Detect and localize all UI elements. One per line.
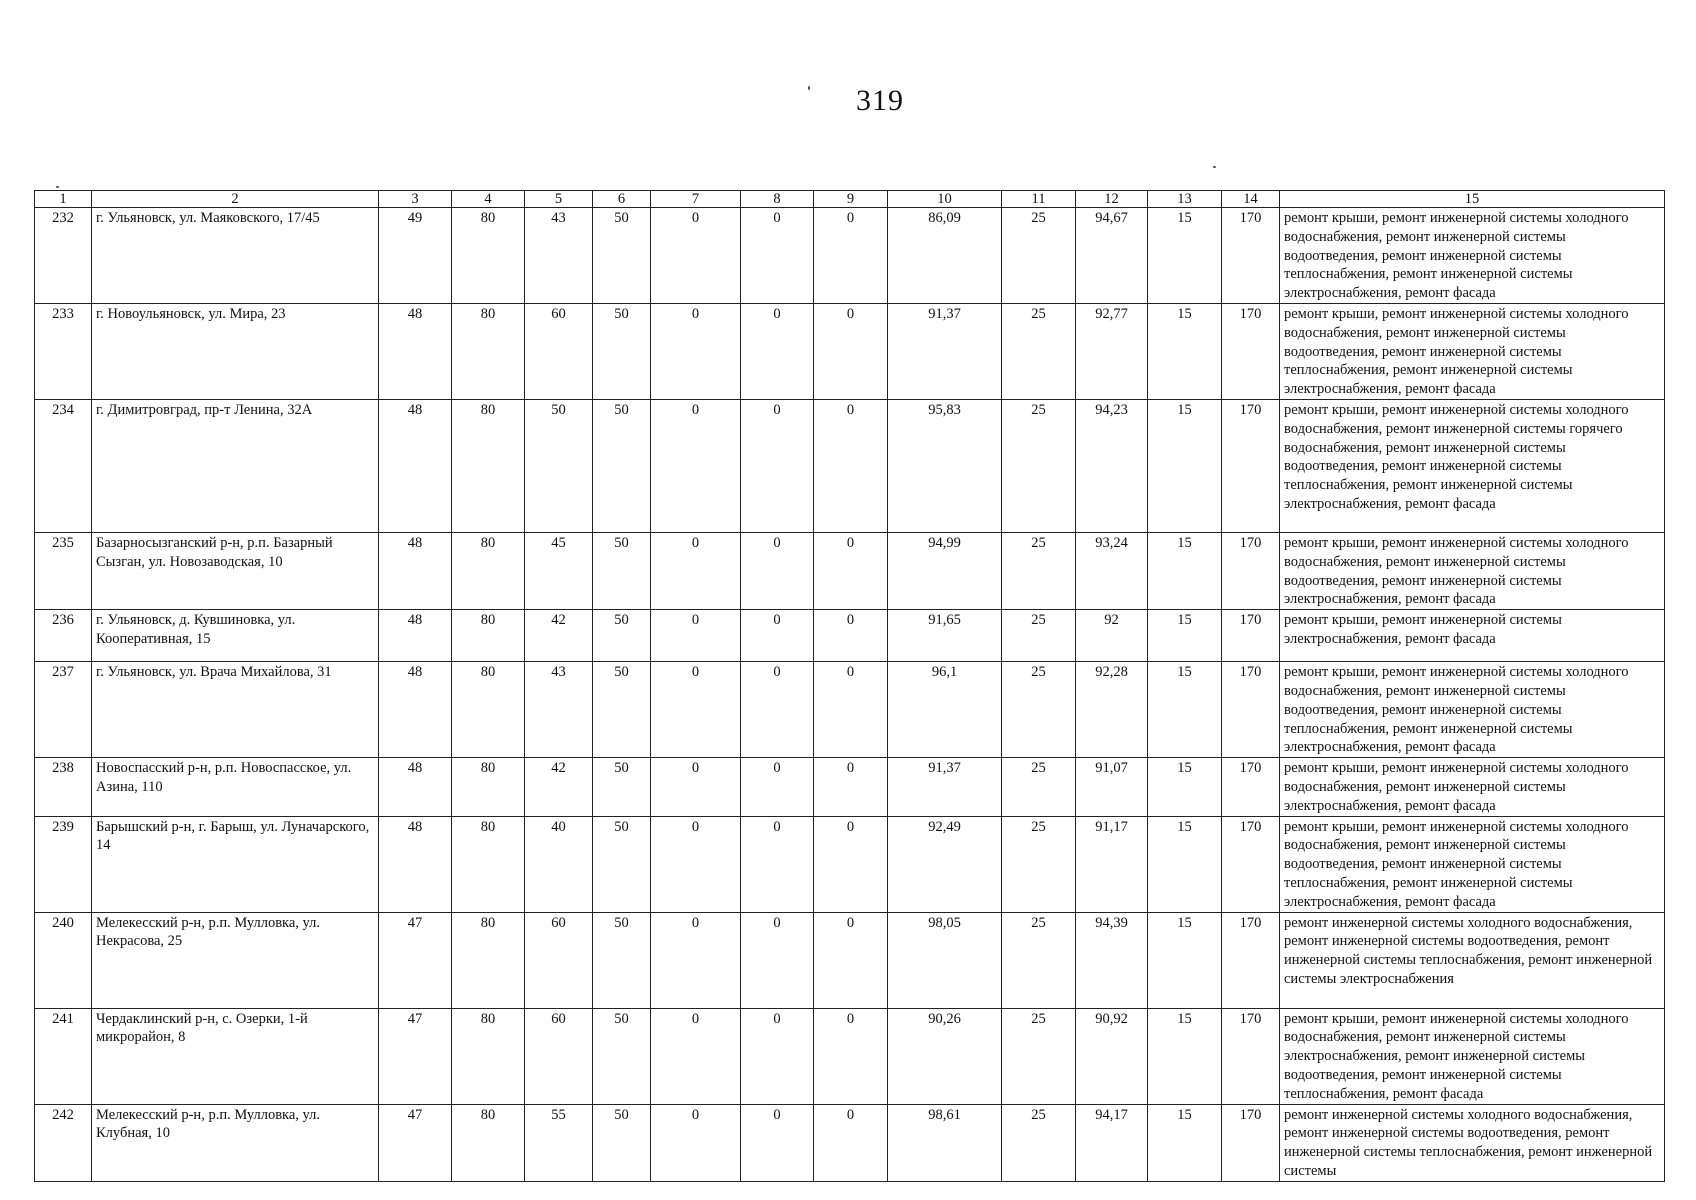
value-col-7: 0	[651, 1008, 741, 1104]
value-col-9: 0	[814, 758, 888, 816]
value-col-13: 15	[1148, 1008, 1222, 1104]
row-number: 237	[35, 662, 92, 758]
value-col-7: 0	[651, 1104, 741, 1181]
address: Мелекесский р-н, р.п. Мулловка, ул. Клубная, 10	[92, 1104, 379, 1181]
column-header: 8	[741, 191, 814, 208]
value-col-10: 94,99	[888, 533, 1002, 610]
value-col-4: 80	[452, 610, 525, 662]
value-col-14: 170	[1222, 400, 1280, 533]
value-col-11: 25	[1002, 208, 1076, 304]
value-col-3: 47	[379, 912, 452, 1008]
value-col-12: 94,67	[1076, 208, 1148, 304]
value-col-11: 25	[1002, 662, 1076, 758]
address: Новоспасский р-н, р.п. Новоспасское, ул. Азина, 110	[92, 758, 379, 816]
value-col-6: 50	[593, 1008, 651, 1104]
row-number: 240	[35, 912, 92, 1008]
value-col-12: 91,07	[1076, 758, 1148, 816]
value-col-7: 0	[651, 208, 741, 304]
value-col-14: 170	[1222, 662, 1280, 758]
value-col-12: 92	[1076, 610, 1148, 662]
value-col-3: 48	[379, 533, 452, 610]
address: Чердаклинский р-н, с. Озерки, 1-й микрорайон, 8	[92, 1008, 379, 1104]
row-number: 239	[35, 816, 92, 912]
value-col-12: 90,92	[1076, 1008, 1148, 1104]
table-row	[35, 662, 1665, 758]
table-row	[35, 533, 1665, 610]
column-header: 11	[1002, 191, 1076, 208]
value-col-3: 48	[379, 400, 452, 533]
value-col-14: 170	[1222, 912, 1280, 1008]
address: г. Димитровград, пр-т Ленина, 32А	[92, 400, 379, 533]
value-col-6: 50	[593, 758, 651, 816]
value-col-8: 0	[741, 304, 814, 400]
table-row	[35, 816, 1665, 912]
value-col-8: 0	[741, 400, 814, 533]
value-col-12: 94,23	[1076, 400, 1148, 533]
value-col-11: 25	[1002, 304, 1076, 400]
value-col-13: 15	[1148, 400, 1222, 533]
value-col-10: 98,61	[888, 1104, 1002, 1181]
value-col-5: 60	[525, 304, 593, 400]
column-header: 5	[525, 191, 593, 208]
value-col-3: 47	[379, 1104, 452, 1181]
address: Барышский р-н, г. Барыш, ул. Луначарского, 14	[92, 816, 379, 912]
value-col-11: 25	[1002, 1104, 1076, 1181]
value-col-10: 95,83	[888, 400, 1002, 533]
column-header: 10	[888, 191, 1002, 208]
value-col-4: 80	[452, 533, 525, 610]
value-col-11: 25	[1002, 400, 1076, 533]
value-col-9: 0	[814, 912, 888, 1008]
value-col-7: 0	[651, 912, 741, 1008]
row-number: 234	[35, 400, 92, 533]
value-col-3: 48	[379, 816, 452, 912]
table-row	[35, 400, 1665, 533]
value-col-13: 15	[1148, 816, 1222, 912]
column-header: 13	[1148, 191, 1222, 208]
value-col-6: 50	[593, 400, 651, 533]
value-col-4: 80	[452, 400, 525, 533]
works-list: ремонт крыши, ремонт инженерной системы холодного водоснабжения, ремонт инженерной системы водоотведения, ремонт инженерной системы теплоснабжения, ремонт инженерной системы электроснабжения, ремонт фасада	[1280, 816, 1665, 912]
row-number: 242	[35, 1104, 92, 1181]
value-col-13: 15	[1148, 533, 1222, 610]
value-col-8: 0	[741, 208, 814, 304]
address: г. Новоульяновск, ул. Мира, 23	[92, 304, 379, 400]
row-number: 236	[35, 610, 92, 662]
value-col-9: 0	[814, 1104, 888, 1181]
value-col-8: 0	[741, 662, 814, 758]
value-col-11: 25	[1002, 1008, 1076, 1104]
value-col-3: 48	[379, 662, 452, 758]
table-row	[35, 208, 1665, 304]
row-number: 241	[35, 1008, 92, 1104]
value-col-14: 170	[1222, 208, 1280, 304]
works-list: ремонт крыши, ремонт инженерной системы холодного водоснабжения, ремонт инженерной системы водоотведения, ремонт инженерной системы теплоснабжения, ремонт инженерной системы электроснабжения, ремонт фасада	[1280, 304, 1665, 400]
column-header: 4	[452, 191, 525, 208]
value-col-9: 0	[814, 610, 888, 662]
value-col-5: 42	[525, 758, 593, 816]
value-col-4: 80	[452, 912, 525, 1008]
value-col-14: 170	[1222, 816, 1280, 912]
value-col-13: 15	[1148, 304, 1222, 400]
table-body	[35, 191, 1665, 1182]
value-col-11: 25	[1002, 912, 1076, 1008]
value-col-12: 94,17	[1076, 1104, 1148, 1181]
value-col-13: 15	[1148, 208, 1222, 304]
column-number-row	[35, 191, 1665, 208]
value-col-14: 170	[1222, 304, 1280, 400]
column-header: 14	[1222, 191, 1280, 208]
value-col-3: 48	[379, 610, 452, 662]
value-col-10: 92,49	[888, 816, 1002, 912]
value-col-6: 50	[593, 912, 651, 1008]
value-col-10: 90,26	[888, 1008, 1002, 1104]
value-col-9: 0	[814, 816, 888, 912]
value-col-12: 93,24	[1076, 533, 1148, 610]
address: г. Ульяновск, ул. Маяковского, 17/45	[92, 208, 379, 304]
value-col-12: 94,39	[1076, 912, 1148, 1008]
value-col-13: 15	[1148, 610, 1222, 662]
value-col-9: 0	[814, 662, 888, 758]
value-col-4: 80	[452, 816, 525, 912]
value-col-8: 0	[741, 1008, 814, 1104]
value-col-8: 0	[741, 912, 814, 1008]
value-col-11: 25	[1002, 533, 1076, 610]
works-list: ремонт крыши, ремонт инженерной системы холодного водоснабжения, ремонт инженерной системы водоотведения, ремонт инженерной системы теплоснабжения, ремонт инженерной системы электроснабжения, ремонт фасада	[1280, 662, 1665, 758]
works-list: ремонт крыши, ремонт инженерной системы холодного водоснабжения, ремонт инженерной системы электроснабжения, ремонт фасада	[1280, 758, 1665, 816]
value-col-7: 0	[651, 533, 741, 610]
column-header: 7	[651, 191, 741, 208]
value-col-6: 50	[593, 208, 651, 304]
row-number: 235	[35, 533, 92, 610]
value-col-12: 92,28	[1076, 662, 1148, 758]
value-col-5: 60	[525, 1008, 593, 1104]
value-col-14: 170	[1222, 610, 1280, 662]
value-col-8: 0	[741, 1104, 814, 1181]
value-col-14: 170	[1222, 533, 1280, 610]
value-col-5: 45	[525, 533, 593, 610]
value-col-5: 42	[525, 610, 593, 662]
value-col-7: 0	[651, 400, 741, 533]
value-col-7: 0	[651, 758, 741, 816]
value-col-4: 80	[452, 1008, 525, 1104]
value-col-3: 48	[379, 758, 452, 816]
value-col-8: 0	[741, 758, 814, 816]
row-number: 238	[35, 758, 92, 816]
value-col-4: 80	[452, 662, 525, 758]
column-header: 1	[35, 191, 92, 208]
page-number: 319	[856, 84, 904, 117]
value-col-8: 0	[741, 610, 814, 662]
value-col-13: 15	[1148, 912, 1222, 1008]
value-col-7: 0	[651, 304, 741, 400]
value-col-7: 0	[651, 662, 741, 758]
table-row	[35, 1008, 1665, 1104]
value-col-10: 96,1	[888, 662, 1002, 758]
value-col-13: 15	[1148, 1104, 1222, 1181]
column-header: 15	[1280, 191, 1665, 208]
value-col-4: 80	[452, 208, 525, 304]
value-col-5: 55	[525, 1104, 593, 1181]
value-col-5: 40	[525, 816, 593, 912]
value-col-14: 170	[1222, 1104, 1280, 1181]
scan-speck	[1213, 166, 1216, 168]
table-row	[35, 912, 1665, 1008]
value-col-9: 0	[814, 304, 888, 400]
column-header: 2	[92, 191, 379, 208]
value-col-3: 47	[379, 1008, 452, 1104]
value-col-12: 91,17	[1076, 816, 1148, 912]
value-col-5: 50	[525, 400, 593, 533]
row-number: 233	[35, 304, 92, 400]
value-col-10: 91,37	[888, 758, 1002, 816]
value-col-4: 80	[452, 758, 525, 816]
value-col-5: 43	[525, 208, 593, 304]
value-col-9: 0	[814, 533, 888, 610]
works-list: ремонт крыши, ремонт инженерной системы холодного водоснабжения, ремонт инженерной системы электроснабжения, ремонт инженерной системы водоотведения, ремонт инженерной системы теплоснабжения, ремонт фасада	[1280, 1008, 1665, 1104]
scan-speck	[808, 86, 810, 90]
address: г. Ульяновск, ул. Врача Михайлова, 31	[92, 662, 379, 758]
value-col-8: 0	[741, 533, 814, 610]
works-list: ремонт крыши, ремонт инженерной системы электроснабжения, ремонт фасада	[1280, 610, 1665, 662]
value-col-3: 48	[379, 304, 452, 400]
value-col-3: 49	[379, 208, 452, 304]
address: Мелекесский р-н, р.п. Мулловка, ул. Некрасова, 25	[92, 912, 379, 1008]
address: г. Ульяновск, д. Кувшиновка, ул. Кооперативная, 15	[92, 610, 379, 662]
value-col-10: 91,65	[888, 610, 1002, 662]
value-col-14: 170	[1222, 758, 1280, 816]
row-number: 232	[35, 208, 92, 304]
scan-speck	[56, 186, 59, 188]
table-row	[35, 758, 1665, 816]
value-col-14: 170	[1222, 1008, 1280, 1104]
value-col-5: 60	[525, 912, 593, 1008]
works-list: ремонт крыши, ремонт инженерной системы холодного водоснабжения, ремонт инженерной системы горячего водоснабжения, ремонт инженерной системы водоотведения, ремонт инженерной системы теплоснабжения, ремонт инженерной системы электроснабжения, ремонт фасада	[1280, 400, 1665, 533]
value-col-9: 0	[814, 208, 888, 304]
value-col-7: 0	[651, 610, 741, 662]
value-col-4: 80	[452, 1104, 525, 1181]
table-row	[35, 610, 1665, 662]
value-col-11: 25	[1002, 610, 1076, 662]
works-list: ремонт инженерной системы холодного водоснабжения, ремонт инженерной системы водоотведения, ремонт инженерной системы теплоснабжения, ремонт инженерной системы электроснабжения	[1280, 912, 1665, 1008]
address: Базарносызганский р-н, р.п. Базарный Сызган, ул. Новозаводская, 10	[92, 533, 379, 610]
value-col-10: 91,37	[888, 304, 1002, 400]
value-col-5: 43	[525, 662, 593, 758]
value-col-12: 92,77	[1076, 304, 1148, 400]
value-col-4: 80	[452, 304, 525, 400]
value-col-6: 50	[593, 610, 651, 662]
value-col-13: 15	[1148, 662, 1222, 758]
table-row	[35, 1104, 1665, 1181]
column-header: 9	[814, 191, 888, 208]
value-col-6: 50	[593, 533, 651, 610]
value-col-6: 50	[593, 304, 651, 400]
value-col-9: 0	[814, 1008, 888, 1104]
column-header: 3	[379, 191, 452, 208]
register-table	[34, 190, 1665, 1182]
value-col-7: 0	[651, 816, 741, 912]
works-list: ремонт крыши, ремонт инженерной системы холодного водоснабжения, ремонт инженерной системы водоотведения, ремонт инженерной системы электроснабжения, ремонт фасада	[1280, 533, 1665, 610]
value-col-11: 25	[1002, 816, 1076, 912]
value-col-10: 98,05	[888, 912, 1002, 1008]
value-col-13: 15	[1148, 758, 1222, 816]
works-list: ремонт инженерной системы холодного водоснабжения, ремонт инженерной системы водоотведения, ремонт инженерной системы теплоснабжения, ремонт инженерной системы	[1280, 1104, 1665, 1181]
value-col-6: 50	[593, 662, 651, 758]
value-col-8: 0	[741, 816, 814, 912]
value-col-11: 25	[1002, 758, 1076, 816]
value-col-10: 86,09	[888, 208, 1002, 304]
value-col-6: 50	[593, 816, 651, 912]
value-col-9: 0	[814, 400, 888, 533]
value-col-6: 50	[593, 1104, 651, 1181]
column-header: 12	[1076, 191, 1148, 208]
works-list: ремонт крыши, ремонт инженерной системы холодного водоснабжения, ремонт инженерной системы водоотведения, ремонт инженерной системы теплоснабжения, ремонт инженерной системы электроснабжения, ремонт фасада	[1280, 208, 1665, 304]
column-header: 6	[593, 191, 651, 208]
table-row	[35, 304, 1665, 400]
